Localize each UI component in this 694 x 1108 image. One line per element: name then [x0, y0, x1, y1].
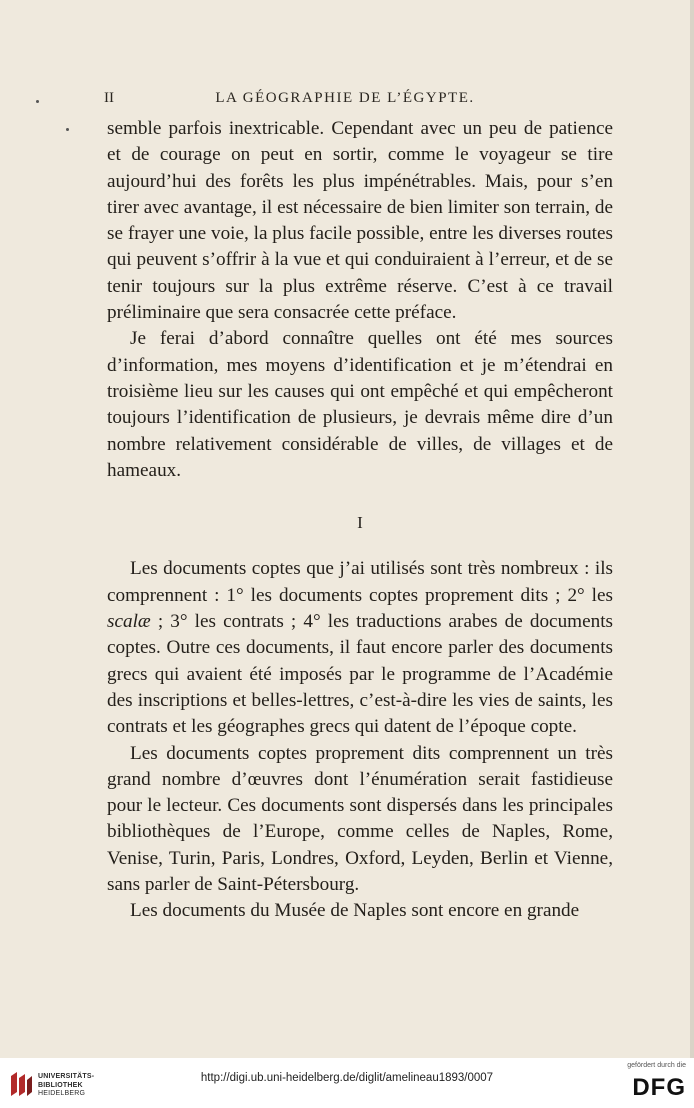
paragraph-part: Les documents coptes que j’ai utilisés sont très nombreux : ils comprennent : 1° les documents coptes proprement dits ; 2° les: [107, 558, 613, 606]
running-head: [0, 90, 690, 110]
paragraph-part: ; 3° les contrats ; 4° les traductions arabes de documents coptes. Outre ces documents, il faut encore parler des documents grecs qui avaient été imposés par le programme de l’Académie des inscriptions et belles-lettres, c’est-à-dire les vies de saints, les contrats et les géographes grecs qui datent de l’époque copte.: [107, 611, 613, 738]
funder-caption: gefördert durch die: [627, 1062, 686, 1069]
page-edge: [690, 0, 694, 1058]
permalink-url[interactable]: http://digi.ub.uni-heidelberg.de/diglit/amelineau1893/0007: [200, 1072, 494, 1084]
section-number: I: [357, 513, 363, 533]
funder-name: DFG: [632, 1074, 686, 1101]
funder-logo[interactable]: [606, 1062, 686, 1104]
body-text: [107, 116, 613, 925]
library-name-line: UNIVERSITÄTS-: [38, 1073, 95, 1080]
page-number: II: [104, 90, 114, 106]
paragraph: Les documents du Musée de Naples sont encore en grande: [130, 900, 580, 922]
italic-term: scalæ: [107, 611, 151, 633]
running-title: LA GÉOGRAPHIE DE L’ÉGYPTE.: [215, 90, 475, 106]
library-name-line: BIBLIOTHEK: [38, 1081, 83, 1089]
paragraph: [107, 556, 613, 740]
footer-bar: [0, 1058, 694, 1108]
margin-mark: [66, 128, 69, 131]
library-name-line: HEIDELBERG: [38, 1090, 86, 1097]
paragraph: Je ferai d’abord connaître quelles ont été mes sources d’information, mes moyens d’identification et je m’étendrai en troisième lieu sur les causes qui ont empêché et qui empêcheront toujours l’identification de plusieurs, je devrais même dire d’un nombre relativement considérable de villes, de villages et de hameaux.: [107, 328, 613, 481]
paragraph: Les documents coptes proprement dits comprennent un très grand nombre d’œuvres dont l’énumération serait fastidieuse pour le lecteur. Ces documents sont dispersés dans les principales bibliothèques de l’Europe, comme celles de Naples, Rome, Venise, Turin, Paris, Londres, Oxford, Leyden, Berlin et Vienne, sans parler de Saint-Pétersbourg.: [107, 742, 613, 896]
paragraph: semble parfois inextricable. Cependant avec un peu de patience et de courage on peut en sortir, comme le voyageur se tire aujourd’hui des forêts les plus impénétrables. Mais, pour s’en tirer avec avantage, il est nécessaire de bien limiter son terrain, de se frayer une voie, la plus facile possible, entre les diverses routes qui peuvent s’offrir à la vue et qui conduiraient à l’erreur, et de se tenir toujours sur la plus extrême réserve. C’est à ce travail préliminaire que sera consacrée cette préface.: [107, 118, 613, 324]
